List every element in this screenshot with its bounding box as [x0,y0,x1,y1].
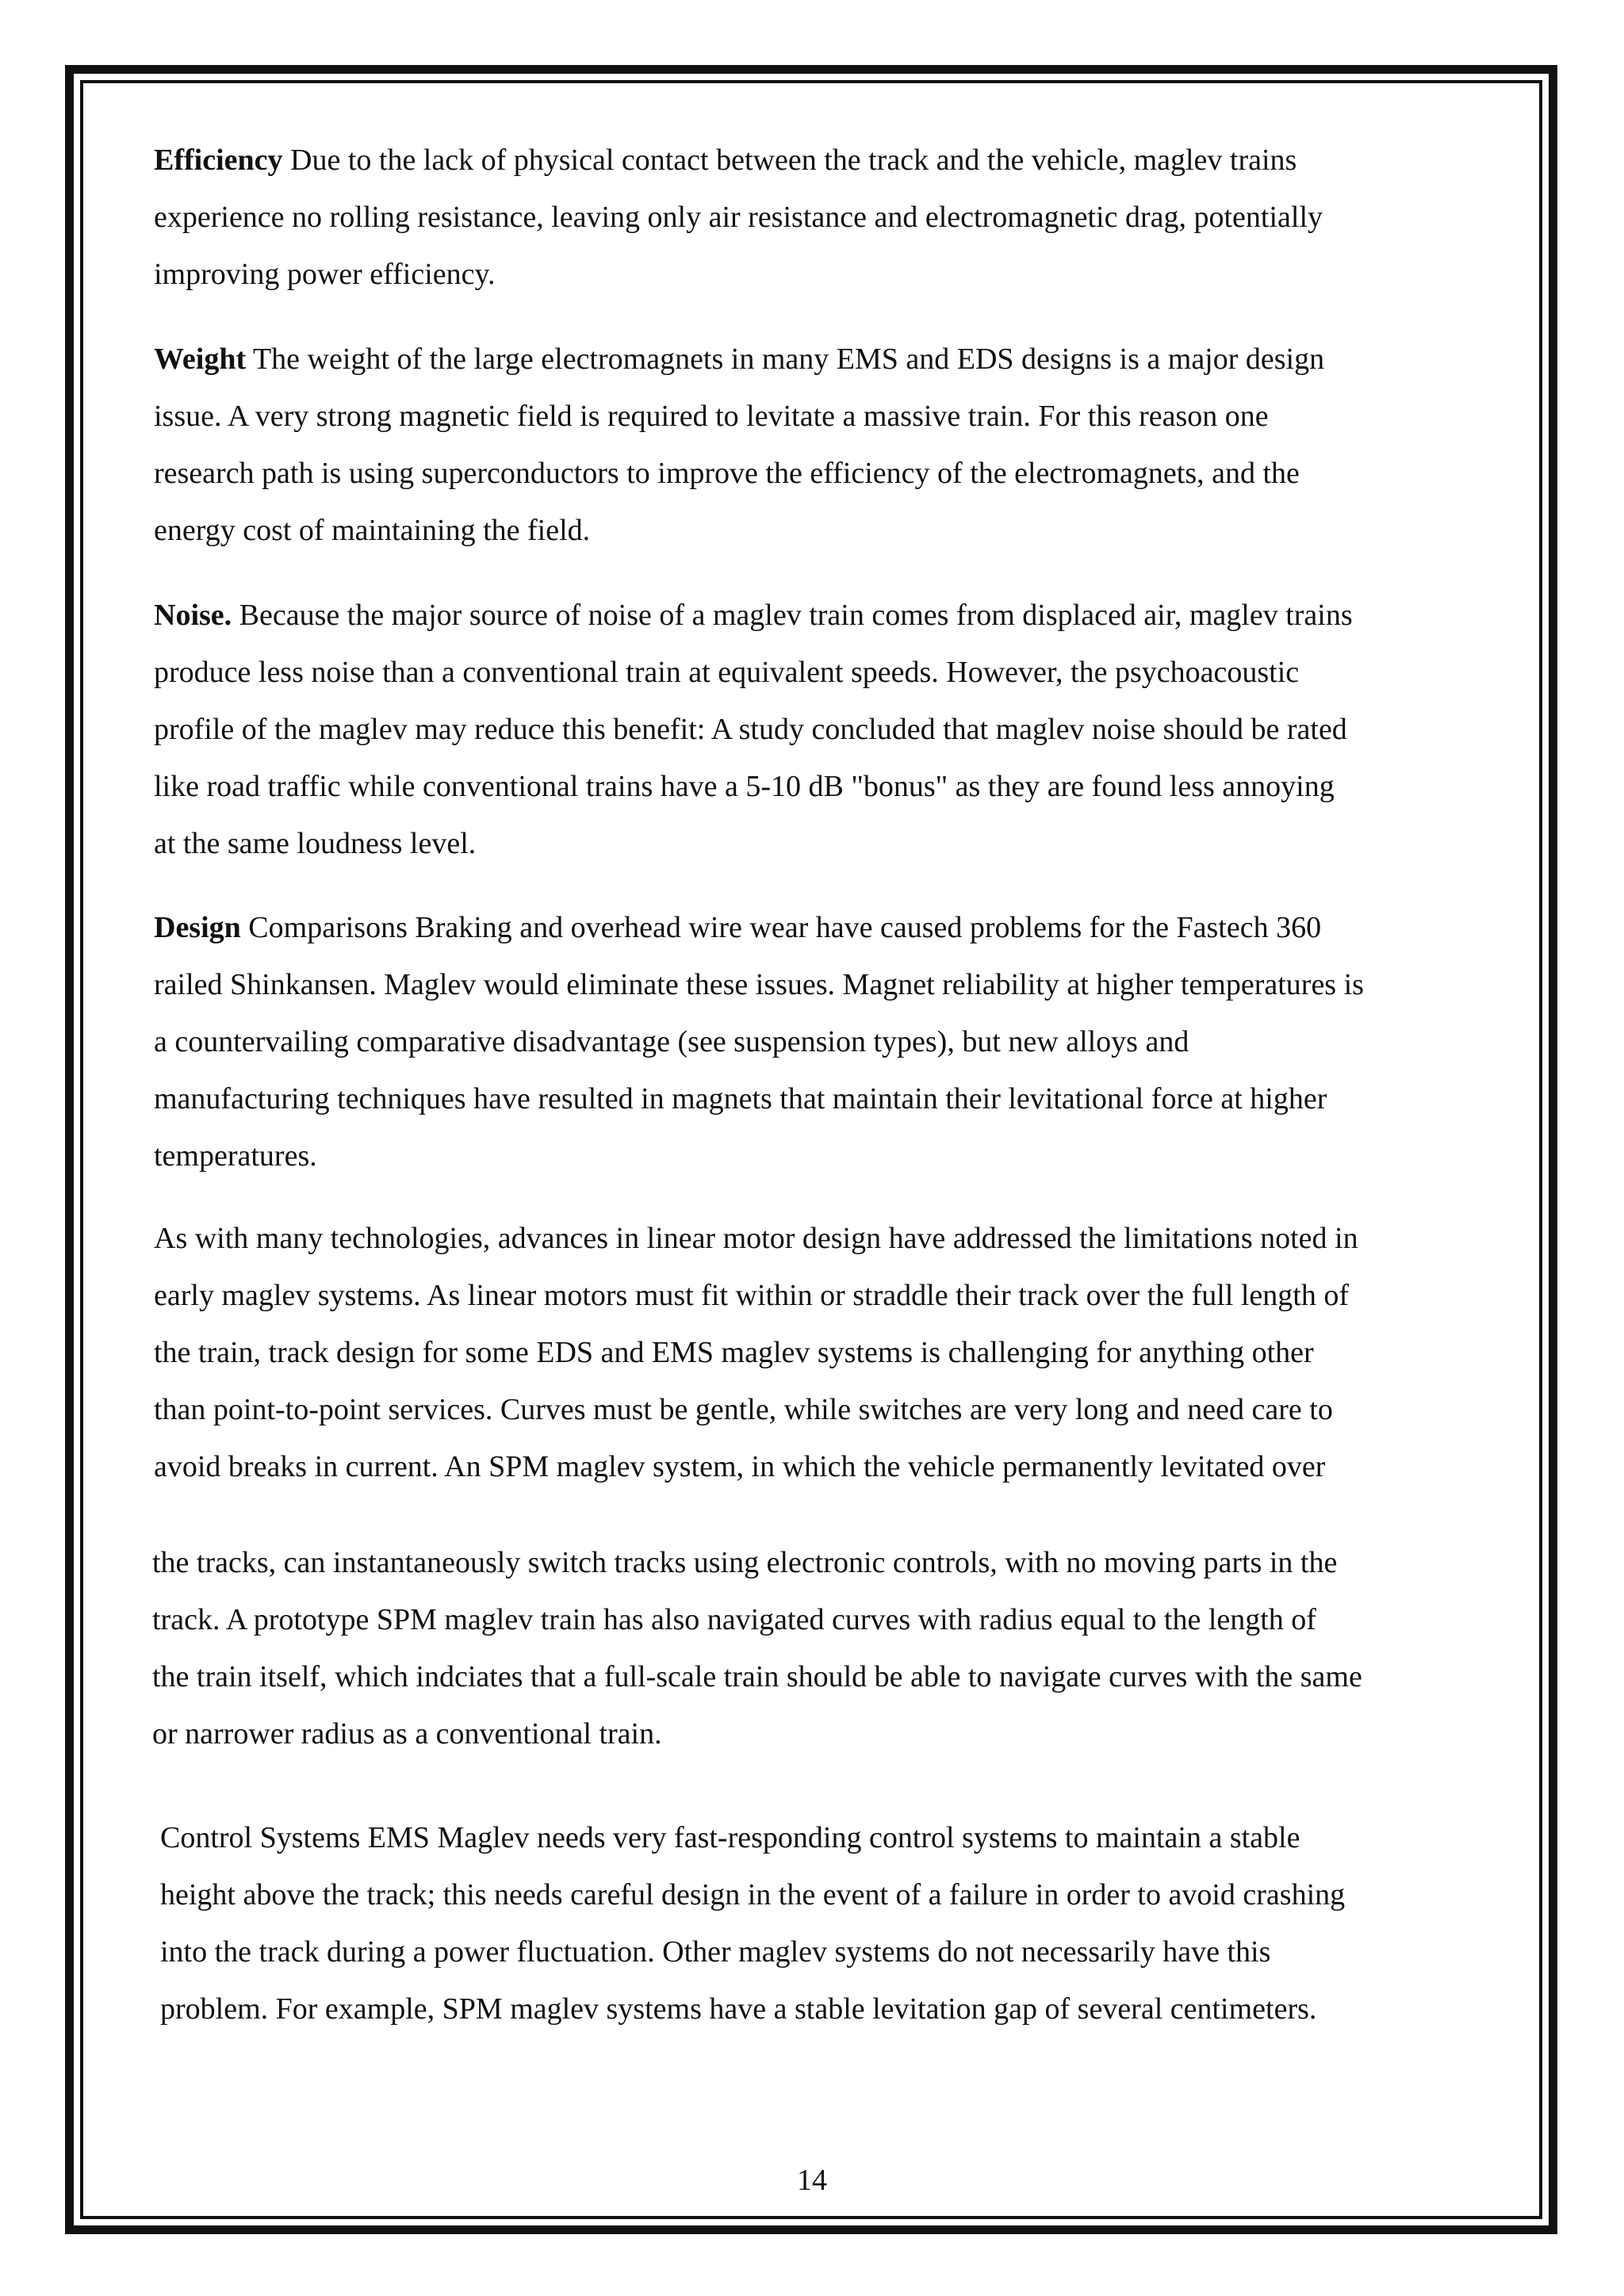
paragraph-line: energy cost of maintaining the field. [154,514,591,547]
paragraph-line: track. A prototype SPM maglev train has also navigated curves with radius equal to the length of [152,1603,1316,1636]
paragraph-line: the tracks, can instantaneously switch tracks using electronic controls, with no moving parts in the [152,1546,1338,1579]
paragraph-line: a countervailing comparative disadvantage (see suspension types), but new alloys and [154,1025,1189,1058]
paragraph-line: As with many technologies, advances in linear motor design have addressed the limitations noted in [154,1222,1358,1255]
paragraph-line: problem. For example, SPM maglev systems have a stable levitation gap of several centimeters. [160,1992,1317,2026]
paragraph-line: early maglev systems. As linear motors must fit within or straddle their track over the full length of [154,1279,1349,1312]
paragraph-line: Design Comparisons Braking and overhead wire wear have caused problems for the Fastech 360 [154,911,1322,944]
paragraph-weight [154,331,1324,559]
paragraph-line: Noise. Because the major source of noise of a maglev train comes from displaced air, maglev trains [154,599,1353,632]
paragraph-line: height above the track; this needs careful design in the event of a failure in order to avoid crashing [160,1878,1346,1911]
paragraph-efficiency [154,132,1323,303]
paragraph-line: manufacturing techniques have resulted in magnets that maintain their levitational force at higher [154,1082,1327,1115]
paragraph-line: avoid breaks in current. An SPM maglev system, in which the vehicle permanently levitated over [154,1450,1326,1483]
paragraph-design [154,899,1364,1184]
paragraph-heading: Efficiency [154,144,283,177]
paragraph-line: than point-to-point services. Curves must be gentle, while switches are very long and need care to [154,1393,1333,1426]
paragraph-line: or narrower radius as a conventional train. [152,1717,662,1751]
paragraph-line: into the track during a power fluctuation. Other maglev systems do not necessarily have this [160,1935,1271,1969]
paragraph-heading: Weight [154,342,247,376]
paragraph-line: research path is using superconductors to improve the efficiency of the electromagnets, and the [154,457,1300,490]
paragraph-line: issue. A very strong magnetic field is required to levitate a massive train. For this reason one [154,400,1269,433]
paragraph-line: Control Systems EMS Maglev needs very fast-responding control systems to maintain a stable [160,1821,1300,1854]
paragraph-track-switching [152,1534,1362,1762]
paragraph-line: Weight The weight of the large electromagnets in many EMS and EDS designs is a major design [154,342,1325,376]
paragraph-heading: Design [154,911,241,944]
paragraph-control-systems [160,1809,1345,2038]
paragraph-line: like road traffic while conventional trains have a 5-10 dB "bonus" as they are found less annoying [154,770,1335,803]
paragraph-line: profile of the maglev may reduce this benefit: A study concluded that maglev noise should be rated [154,713,1347,746]
paragraph-line: the train, track design for some EDS and EMS maglev systems is challenging for anything other [154,1336,1314,1369]
paragraph-line: railed Shinkansen. Maglev would eliminate these issues. Magnet reliability at higher temperatures is [154,968,1364,1001]
paragraph-linear-motors [154,1210,1358,1495]
page-number: 14 [797,2164,827,2197]
paragraph-line: the train itself, which indciates that a full-scale train should be able to navigate curves with the same [152,1660,1362,1693]
paragraph-line: produce less noise than a conventional train at equivalent speeds. However, the psychoacoustic [154,656,1300,689]
paragraph-heading: Noise. [154,599,232,632]
paragraph-line: experience no rolling resistance, leaving only air resistance and electromagnetic drag, potentially [154,201,1323,234]
paragraph-line: improving power efficiency. [154,258,496,291]
paragraph-noise [154,587,1353,872]
paragraph-line: at the same loudness level. [154,827,477,860]
paragraph-line: Efficiency Due to the lack of physical contact between the track and the vehicle, maglev trains [154,144,1297,177]
paragraph-line: temperatures. [154,1139,317,1173]
